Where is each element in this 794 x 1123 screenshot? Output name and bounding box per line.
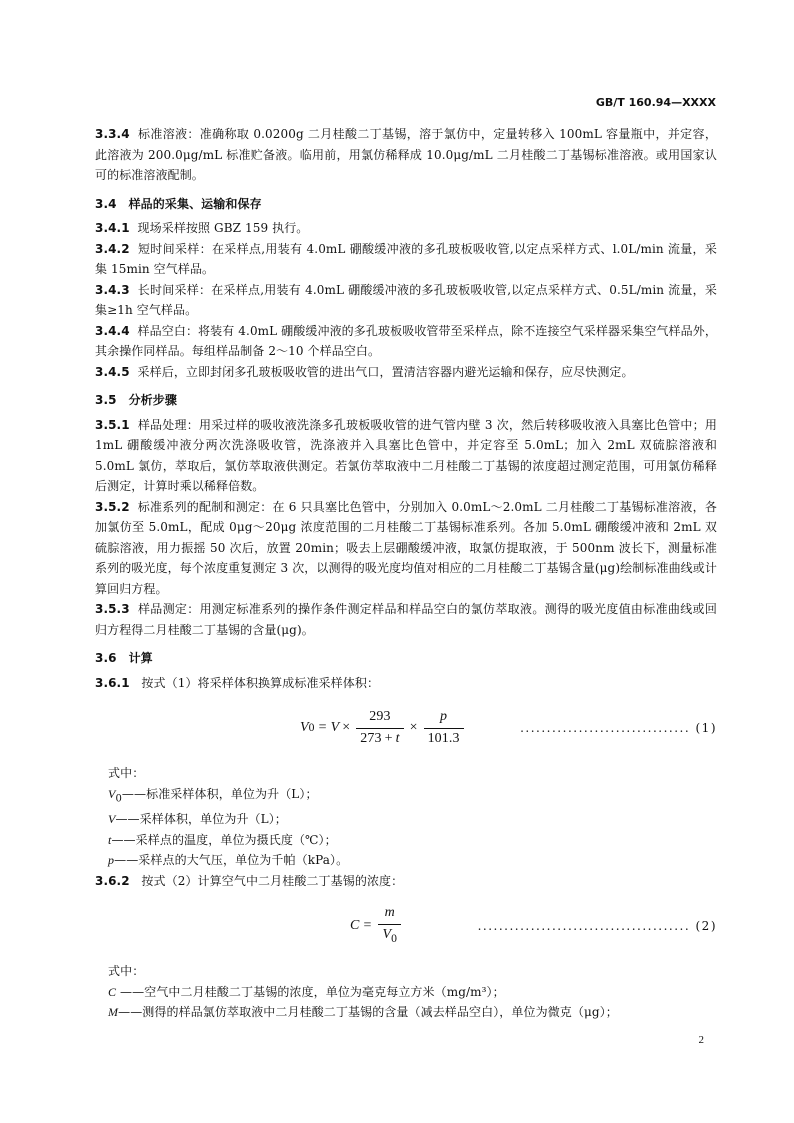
definition-text: ——采样体积，单位为升（L）； xyxy=(115,812,287,827)
definition-row xyxy=(108,784,717,810)
clause-text: 现场采样按照 GBZ 159 执行。 xyxy=(137,221,309,235)
clause-number: 3.4.5 xyxy=(95,364,130,379)
clause-text: 长时间采样：在采样点,用装有 4.0mL 硼酸缓冲液的多孔玻板吸收管,以定点采样方式、0.5L/min 流量，采集≥1h 空气样品。 xyxy=(95,282,717,317)
leader-dots: ................................ xyxy=(520,720,691,735)
definition-text: ——采样点的温度，单位为摄氏度（℃）； xyxy=(111,832,337,847)
clause-number: 3.5.2 xyxy=(95,499,130,514)
clause-number: 3.3.4 xyxy=(95,127,130,141)
section-heading xyxy=(95,390,717,411)
fraction-2 xyxy=(424,707,464,749)
clause-text: 标准溶液：准确称取 0.0200g 二月桂酸二丁基锡，溶于氯仿中，定量转移入 100mL 容量瓶中，并定容，此溶液为 200.0μg/mL 标准贮备液。临用前，用氯仿稀释成 10.0μg/mL 二月桂酸二丁基锡标准溶液。或用国家认可的标准溶液配制。 xyxy=(95,127,717,182)
clause-text: 样品的采集、运输和保存 xyxy=(128,196,262,211)
clause-paragraph xyxy=(95,124,717,186)
formula-2 xyxy=(95,897,717,955)
clause-number: 3.4.1 xyxy=(95,221,130,235)
formula-1-expression xyxy=(300,699,467,757)
formula-operator: = xyxy=(318,719,327,735)
definition-row xyxy=(108,1002,717,1023)
definition-symbol: M xyxy=(108,1005,119,1020)
formula-symbol: C xyxy=(350,918,360,934)
clause-paragraph xyxy=(95,599,717,640)
denominator: 101.3 xyxy=(427,730,460,746)
definition-subscript: 0 xyxy=(115,792,122,804)
clause-text: 样品测定：用测定标准系列的操作条件测定样品和样品空白的氯仿萃取液。测得的吸光度值由标准曲线或回归方程得二月桂酸二丁基锡的含量(μg)。 xyxy=(95,602,717,637)
clause-number: 3.6.1 xyxy=(95,675,130,690)
definition-row xyxy=(108,809,717,830)
clause-number: 3.4.2 xyxy=(95,241,130,256)
definitions-1 xyxy=(95,784,717,871)
formula-1-leader xyxy=(520,699,717,757)
definition-text: ——测得的样品氯仿萃取液中二月桂酸二丁基锡的含量（减去样品空白），单位为微克（μg）； xyxy=(118,1005,618,1020)
definition-text: ——标准采样体积，单位为升（L）； xyxy=(121,786,318,801)
clause-number: 3.6 xyxy=(95,651,117,665)
clause-text: 按式（1）将采样体积换算成标准采样体积： xyxy=(141,675,380,690)
clause-number: 3.5.1 xyxy=(95,417,130,432)
clause-paragraph xyxy=(95,321,717,362)
definition-row xyxy=(108,982,717,1003)
clause-number: 3.4 xyxy=(95,196,117,211)
definition-symbol: C xyxy=(108,984,117,999)
clause-text: 样品处理：用采过样的吸收液洗涤多孔玻板吸收管的进气管内壁 3 次，然后转移吸收液入具塞比色管中；用 1mL 硼酸缓冲液分两次洗涤吸收管，洗涤液并入具塞比色管中，并定容至 5.0mL；加入 2mL 双硫腙溶液和 5.0mL 氯仿，萃取后，氯仿萃取液供测定。若氯仿萃取液中二月桂酸二丁基锡的浓度超过测定范围，可用氯仿稀释后测定，计算时乘以稀释倍数。 xyxy=(95,417,717,493)
clause-text: 按式（2）计算空气中二月桂酸二丁基锡的浓度： xyxy=(141,873,404,888)
definition-text: ——采样点的大气压，单位为千帕（kPa）。 xyxy=(114,853,349,868)
formula-symbol: V xyxy=(330,719,340,735)
standard-id: GB/T 160.94—XXXX xyxy=(595,96,716,109)
calc-2-intro xyxy=(95,871,717,892)
denominator: 273 + t xyxy=(360,730,400,746)
where-label: 式中： xyxy=(108,766,145,780)
leader-dots: ........................................ xyxy=(477,919,691,934)
formula-operator: × xyxy=(409,719,418,735)
calc-1-intro xyxy=(95,673,717,694)
formula-subscript: 0 xyxy=(308,720,315,734)
definition-symbol: t xyxy=(108,832,112,847)
clause-paragraph xyxy=(95,415,717,497)
fraction-3 xyxy=(378,903,401,949)
fraction-1 xyxy=(356,707,403,749)
document-body xyxy=(95,124,717,1023)
formula-2-expression xyxy=(350,897,404,955)
formula-tag: (2) xyxy=(695,919,717,934)
definition-row xyxy=(108,850,717,871)
clause-text: 标准系列的配制和测定：在 6 只具塞比色管中，分别加入 0.0mL～2.0mL 二月桂酸二丁基锡标准溶液，各加氯仿至 5.0mL，配成 0μg～20μg 浓度范围的二月桂酸二丁基锡标准系列。各加 5.0mL 硼酸缓冲液和 2mL 双硫腙溶液，用力振摇 50 次后，放置 20min；吸去上层硼酸缓冲液，取氯仿提取液，于 500nm 波长下，测量标准系列的吸光度，每个浓度重复测定 3 次，以测得的吸光度均值对相应的二月桂酸二丁基锡含量(μg)绘制标准曲线或计算回归方程。 xyxy=(95,499,717,596)
clause-number: 3.5 xyxy=(95,393,117,407)
formula-operator: = xyxy=(363,918,372,934)
clause-number: 3.5.3 xyxy=(95,602,130,616)
definition-symbol: V xyxy=(108,786,116,801)
page-number: 2 xyxy=(698,1034,704,1046)
clause-text: 计算 xyxy=(128,651,153,665)
clause-number: 3.4.3 xyxy=(95,282,130,297)
clause-paragraph xyxy=(95,239,717,280)
formula-2-leader xyxy=(478,897,717,955)
clause-paragraph xyxy=(95,497,717,600)
formula-tag: (1) xyxy=(695,720,717,735)
clause-text: 样品空白：将装有 4.0mL 硼酸缓冲液的多孔玻板吸收管带至采样点，除不连接空气采样器采集空气样品外，其余操作同样品。每组样品制备 2～10 个样品空白。 xyxy=(95,323,717,358)
clause-text: 分析步骤 xyxy=(128,393,177,407)
formula-symbol: V xyxy=(300,719,309,735)
definition-symbol: p xyxy=(108,853,115,868)
section-heading xyxy=(95,194,717,215)
denominator: $V_0$ xyxy=(382,926,398,945)
where-label: 式中： xyxy=(108,964,145,979)
clause-paragraph xyxy=(95,280,717,321)
clause-paragraph xyxy=(95,218,717,239)
clause-number: 3.4.4 xyxy=(95,323,130,338)
numerator: m xyxy=(384,905,395,921)
definition-symbol: V xyxy=(108,812,116,827)
definition-text: ——空气中二月桂酸二丁基锡的浓度，单位为毫克每立方米（mg/m³）； xyxy=(116,984,505,999)
definitions-2 xyxy=(95,982,717,1023)
clause-text: 采样后，立即封闭多孔玻板吸收管的进出气口，置清洁容器内避光运输和保存，应尽快测定。 xyxy=(137,364,634,379)
numerator: p xyxy=(440,709,448,724)
section-heading xyxy=(95,648,717,669)
formula-operator: × xyxy=(342,719,351,735)
sections xyxy=(95,124,717,669)
numerator: 293 xyxy=(369,709,391,724)
definition-row xyxy=(108,830,717,851)
formula-1 xyxy=(95,699,717,757)
clause-number: 3.6.2 xyxy=(95,873,130,888)
clause-paragraph xyxy=(95,362,717,383)
clause-text: 短时间采样：在采样点,用装有 4.0mL 硼酸缓冲液的多孔玻板吸收管,以定点采样方式、l.0L/min 流量，采集 15min 空气样品。 xyxy=(95,241,717,276)
